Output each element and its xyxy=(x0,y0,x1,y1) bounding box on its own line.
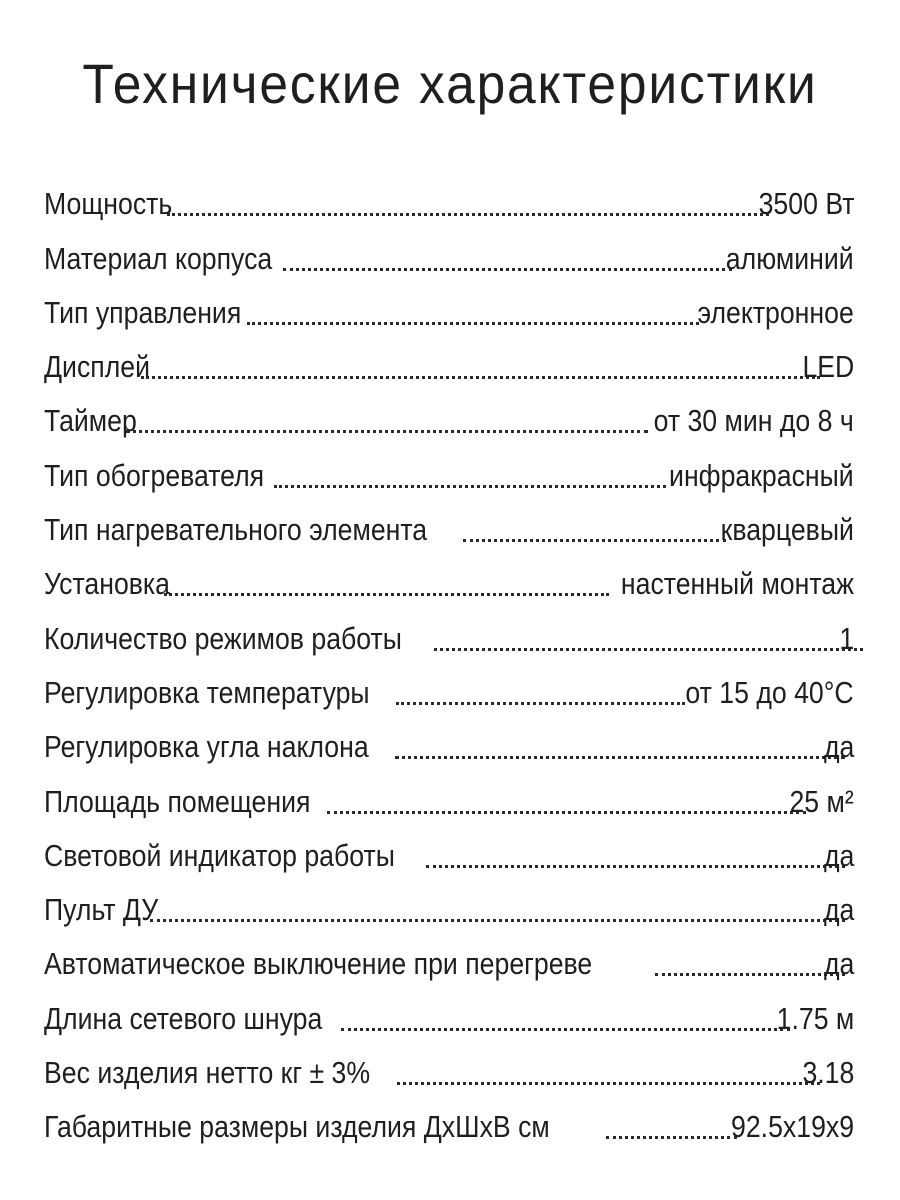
spec-value: от 15 до 40°С xyxy=(685,674,854,710)
spec-label: Тип обогревателя xyxy=(44,457,265,493)
spec-label: Дисплей xyxy=(44,349,150,385)
spec-row-body-material xyxy=(44,231,854,285)
spec-label: Тип управления xyxy=(44,294,242,330)
spec-row-remote-control xyxy=(44,883,854,937)
spec-value: 25 м² xyxy=(789,783,854,819)
page-title: Технические характеристики xyxy=(82,52,818,115)
spec-value: да xyxy=(823,946,854,982)
spec-row-temperature-range xyxy=(44,666,854,720)
spec-list xyxy=(44,177,854,1154)
spec-row-timer xyxy=(44,394,854,448)
spec-value: от 30 мин до 8 ч xyxy=(653,403,854,439)
spec-label: Габаритные размеры изделия ДхШхВ см xyxy=(44,1109,550,1145)
spec-value: настенный монтаж xyxy=(621,566,854,602)
leader-dots xyxy=(126,430,648,433)
spec-label: Установка xyxy=(44,566,171,602)
spec-label: Световой индикатор работы xyxy=(44,837,395,873)
spec-value: инфракрасный xyxy=(669,457,854,493)
spec-label: Регулировка угла наклона xyxy=(44,729,369,765)
spec-row-room-area xyxy=(44,774,854,828)
leader-dots xyxy=(434,648,863,651)
spec-value: 3.18 xyxy=(802,1055,854,1091)
spec-label: Вес изделия нетто кг ± 3% xyxy=(44,1055,371,1091)
spec-label: Автоматическое выключение при перегреве xyxy=(44,946,593,982)
leader-dots xyxy=(274,485,666,488)
spec-value: 92.5x19x9 xyxy=(730,1109,854,1145)
spec-value: 1.75 м xyxy=(776,1000,854,1036)
leader-dots xyxy=(247,322,699,325)
spec-value: 3500 Вт xyxy=(758,186,854,222)
spec-row-heating-element xyxy=(44,503,854,557)
leader-dots xyxy=(397,1082,820,1085)
spec-value: LED xyxy=(802,349,854,385)
spec-value: да xyxy=(823,892,854,928)
spec-value: алюминий xyxy=(726,240,854,276)
spec-row-indicator-light xyxy=(44,829,854,883)
leader-dots xyxy=(396,702,685,705)
spec-label: Таймер xyxy=(44,403,137,439)
leader-dots xyxy=(606,1136,738,1139)
spec-row-overheat-shutoff xyxy=(44,937,854,991)
leader-dots xyxy=(341,1028,790,1031)
spec-label: Материал корпуса xyxy=(44,240,273,276)
leader-dots xyxy=(327,811,805,814)
spec-value: да xyxy=(823,837,854,873)
spec-row-installation xyxy=(44,557,854,611)
spec-label: Количество режимов работы xyxy=(44,620,402,656)
spec-label: Мощность xyxy=(44,186,173,222)
leader-dots xyxy=(463,539,725,542)
spec-row-dimensions xyxy=(44,1100,854,1154)
spec-row-display xyxy=(44,340,854,394)
spec-label: Пульт ДУ xyxy=(44,892,159,928)
spec-label: Длина сетевого шнура xyxy=(44,1000,323,1036)
spec-row-net-weight xyxy=(44,1046,854,1100)
spec-row-heater-type xyxy=(44,448,854,502)
leader-dots xyxy=(655,973,845,976)
spec-row-cord-length xyxy=(44,991,854,1045)
spec-row-control-type xyxy=(44,286,854,340)
leader-dots xyxy=(141,376,820,379)
spec-value: кварцевый xyxy=(720,512,854,548)
spec-row-power xyxy=(44,177,854,231)
leader-dots xyxy=(426,865,845,868)
spec-row-tilt-adjustment xyxy=(44,720,854,774)
leader-dots xyxy=(283,268,732,271)
spec-value: да xyxy=(823,729,854,765)
leader-dots xyxy=(395,756,845,759)
spec-label: Регулировка температуры xyxy=(44,674,370,710)
leader-dots xyxy=(164,593,609,596)
leader-dots xyxy=(150,919,845,922)
spec-value: электронное xyxy=(697,294,854,330)
spec-label: Тип нагревательного элемента xyxy=(44,512,428,548)
leader-dots xyxy=(167,213,769,216)
spec-value: 1 xyxy=(839,620,854,656)
spec-row-modes-count xyxy=(44,611,854,665)
spec-label: Площадь помещения xyxy=(44,783,311,819)
